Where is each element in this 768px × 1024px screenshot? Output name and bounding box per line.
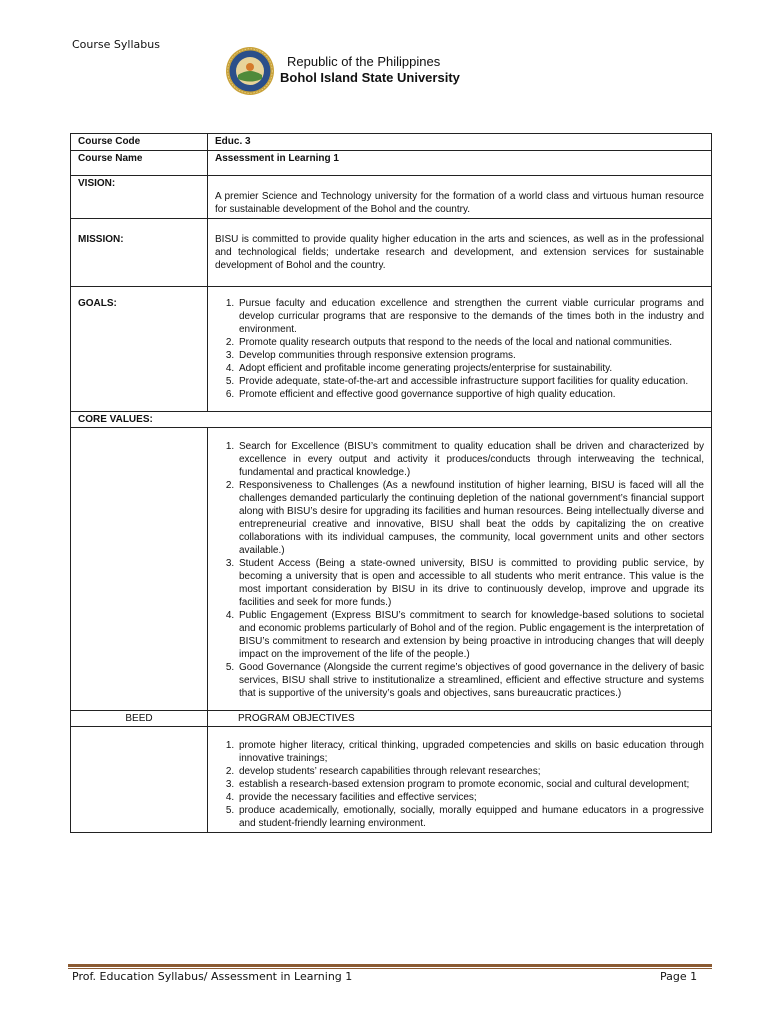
course-code-row <box>71 134 712 151</box>
goal-item: 3. Develop communities through responsive extension programs. <box>237 349 704 362</box>
program-objective-item: 3. establish a research-based extension program to promote economic, social and cultural development; <box>237 778 704 791</box>
vision-label: VISION: <box>71 176 208 219</box>
program-objective-item: 4. provide the necessary facilities and effective services; <box>237 791 704 804</box>
course-name-label: Course Name <box>71 151 208 176</box>
footer-title: Prof. Education Syllabus/ Assessment in Learning 1 <box>72 970 353 983</box>
goals-label: GOALS: <box>71 287 208 412</box>
goals-list <box>215 297 704 401</box>
document-header-label: Course Syllabus <box>72 38 160 51</box>
university-name: Bohol Island State University <box>280 70 460 85</box>
core-values-cell <box>208 428 712 711</box>
course-name-row <box>71 151 712 176</box>
goal-item: 6. Promote efficient and effective good governance supportive of high quality education. <box>237 388 704 401</box>
syllabus-table <box>70 133 712 833</box>
core-value-item: 1. Search for Excellence (BISU’s commitment to quality education shall be driven and characterized by excellence in every output and activity it produces/conducts through interweaving the technical, fundamental and practical knowledge.) <box>237 440 704 479</box>
core-value-item: 2. Responsiveness to Challenges (As a newfound institution of higher learning, BISU is faced will all the challenges demanded particularly the continuing depletion of the national government’s financial support along with BISU’s desire for upgrading its facilities and human resources. Being intellectually diverse and entrepreneurial creative and innovative, BISU shall beat the odds by capitalizing the on creative collaborations with its individual campuses, the community, local government units and other sectors available.) <box>237 479 704 557</box>
course-code-value: Educ. 3 <box>208 134 712 151</box>
goal-item: 1. Pursue faculty and education excellence and strengthen the current viable curricular programs and develop curricular programs that are responsive to the demands of the times both in the industry and environment. <box>237 297 704 336</box>
republic-title: Republic of the Philippines <box>287 54 441 69</box>
core-values-header-row <box>71 412 712 428</box>
program-objective-item: 2. develop students’ research capabilities through relevant researches; <box>237 765 704 778</box>
core-value-item: 5. Good Governance (Alongside the current regime’s objectives of good governance in the delivery of basic services, BISU shall strive to institutionalize a streamlined, efficient and effective structure and systems that is supportive of the university’s goals and objectives, sans bureaucratic practices.) <box>237 661 704 700</box>
program-objective-item: 1. promote higher literacy, critical thinking, upgraded competencies and skills on basic education through innovative trainings; <box>237 739 704 765</box>
program-objectives-cell <box>208 727 712 833</box>
program-objectives-list <box>215 739 704 830</box>
goal-item: 2. Promote quality research outputs that respond to the needs of the local and national communities. <box>237 336 704 349</box>
university-seal-logo <box>225 46 275 96</box>
core-values-blank-cell <box>71 428 208 711</box>
core-values-list <box>215 440 704 700</box>
mission-text: BISU is committed to provide quality higher education in the arts and sciences, as well as in the professional and technological fields; undertake research and development, and extension services for sustainable development of Bohol and the country. <box>208 219 712 287</box>
course-name-value: Assessment in Learning 1 <box>208 151 712 176</box>
goals-row <box>71 287 712 412</box>
vision-text: A premier Science and Technology university for the formation of a world class and virtuous human resource for sustainable development of the Bohol and the country. <box>208 176 712 219</box>
goal-item: 4. Adopt efficient and profitable income generating projects/enterprise for sustainability. <box>237 362 704 375</box>
course-code-label: Course Code <box>71 134 208 151</box>
program-header-row <box>71 711 712 727</box>
goals-cell <box>208 287 712 412</box>
page-number: Page 1 <box>660 970 698 983</box>
goal-item: 5. Provide adequate, state-of-the-art and accessible infrastructure support facilities for quality education. <box>237 375 704 388</box>
program-objectives-heading: PROGRAM OBJECTIVES <box>208 711 712 727</box>
core-values-row <box>71 428 712 711</box>
footer-rule <box>68 964 712 967</box>
mission-label: MISSION: <box>71 219 208 287</box>
program-objectives-row <box>71 727 712 833</box>
footer-rule-thin <box>68 968 712 969</box>
core-value-item: 4. Public Engagement (Express BISU’s commitment to search for knowledge-based solutions to societal and economic problems particularly of Bohol and of the region. Public engagement is the interpretation of BISU’s commitment to research and extension by being proactive in introducing changes that will deeply impact on the improvement of the life of the people.) <box>237 609 704 661</box>
core-values-label: CORE VALUES: <box>71 412 712 428</box>
program-objective-item: 5. produce academically, emotionally, socially, morally equipped and humane educators in a progressive and student-friendly learning environment. <box>237 804 704 830</box>
program-blank-cell <box>71 727 208 833</box>
vision-row <box>71 176 712 219</box>
core-value-item: 3. Student Access (Being a state-owned university, BISU is committed to providing public service, by becoming a university that is open and accessible to all students who merit entrance. This value is the most important consideration by BISU in its drive to continuously develop, improve and upgrade its facilities and seek for more funds.) <box>237 557 704 609</box>
mission-row <box>71 219 712 287</box>
program-name: BEED <box>71 711 208 727</box>
university-header <box>225 46 545 96</box>
